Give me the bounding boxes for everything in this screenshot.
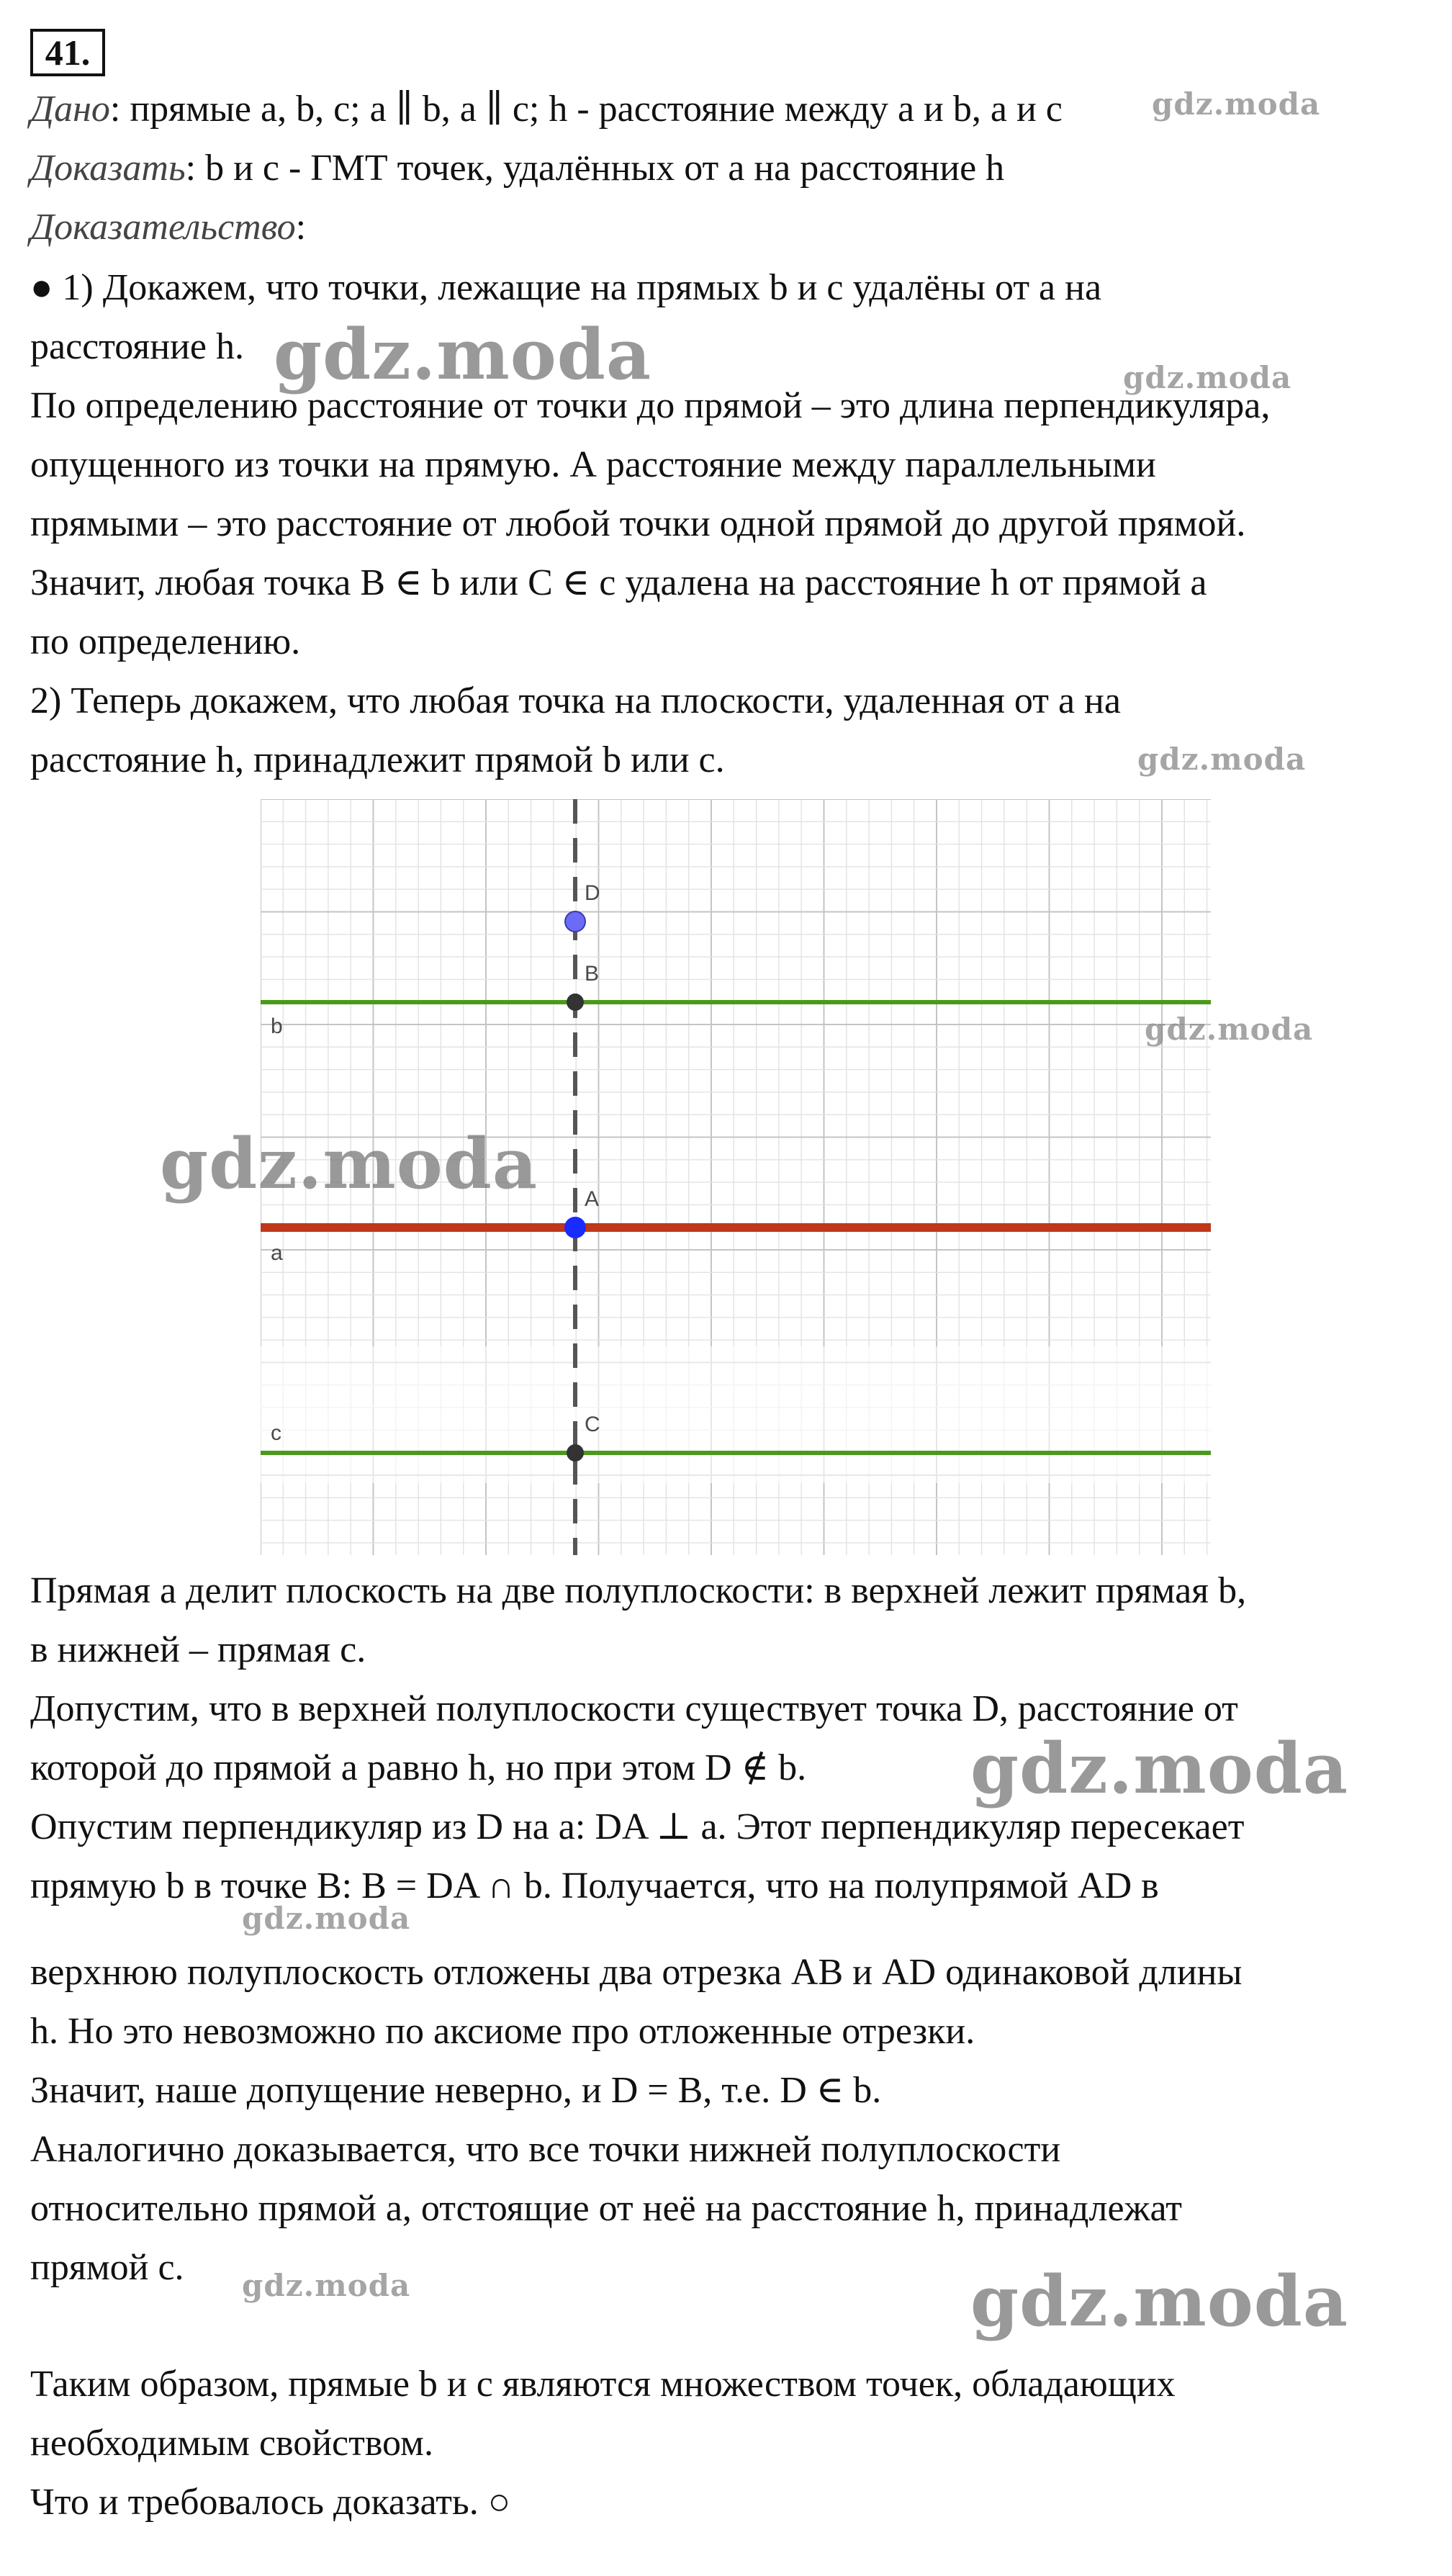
text-line: прямую b в точке B: B = DA ∩ b. Получается, что на полупрямой AD в — [30, 1865, 1159, 1906]
text-line: Таким образом, прямые b и c являются множеством точек, обладающих — [30, 2364, 1176, 2405]
watermark: gdz.moda — [970, 1728, 1349, 1809]
text-line: По определению расстояние от точки до прямой – это длина перпендикуляра, — [30, 385, 1271, 426]
text-line: ● 1) Докажем, что точки, лежащие на прямых b и c удалёны от a на — [30, 267, 1102, 308]
point-B — [567, 994, 584, 1011]
text-line: Значит, любая точка B ∈ b или C ∈ c удалена на расстояние h от прямой a — [30, 562, 1207, 603]
label-a: a — [271, 1241, 283, 1265]
given-label: Дано — [30, 89, 110, 130]
prove-text: : b и c - ГМТ точек, удалённых от a на расстояние h — [185, 148, 1005, 189]
text-line: опущенного из точки на прямую. А расстояние между параллельными — [30, 444, 1156, 485]
text-line: прямыми – это расстояние от любой точки одной прямой до другой прямой. — [30, 503, 1246, 544]
watermark: gdz.moda — [1123, 360, 1292, 395]
watermark-band — [261, 1346, 1211, 1483]
label-C: C — [585, 1413, 600, 1436]
label-D: D — [585, 881, 600, 905]
point-C — [567, 1444, 584, 1462]
text-line: относительно прямой a, отстоящие от неё на расстояние h, принадлежат — [30, 2188, 1182, 2229]
label-c: c — [271, 1421, 281, 1445]
text-line: необходимым свойством. — [30, 2423, 433, 2464]
given-text: : прямые a, b, c; a ∥ b, a ∥ c; h - расстояние между a и b, a и c — [109, 89, 1063, 130]
text-line: расстояние h, принадлежит прямой b или c. — [30, 739, 725, 780]
label-B: B — [585, 962, 600, 986]
text-line: расстояние h. — [30, 326, 244, 367]
text-line: Значит, наше допущение неверно, и D = B, т.е. D ∈ b. — [30, 2070, 882, 2111]
text-line: Что и требовалось доказать. ○ — [30, 2482, 511, 2523]
problem-number: 41. — [30, 29, 105, 76]
text-line: верхнюю полуплоскость отложены два отрезка AB и AD одинаковой длины — [30, 1952, 1243, 1993]
watermark: gdz.moda — [1137, 742, 1307, 777]
watermark: gdz.moda — [274, 314, 652, 395]
proof-colon: : — [295, 207, 307, 248]
text-line: h. Но это невозможно по аксиоме про отложенные отрезки. — [30, 2011, 975, 2052]
watermark: gdz.moda — [1152, 86, 1321, 122]
text-line: которой до прямой a равно h, но при этом D ∉ b. — [30, 1747, 807, 1788]
watermark: gdz.moda — [242, 1901, 411, 1936]
point-D — [565, 911, 585, 932]
prove-label: Доказать — [30, 148, 186, 189]
label-b: b — [271, 1014, 283, 1038]
point-A — [564, 1217, 586, 1238]
label-A: A — [585, 1187, 600, 1211]
watermark: gdz.moda — [242, 2268, 411, 2303]
given-line — [30, 88, 1063, 131]
watermark: gdz.moda — [160, 1123, 538, 1204]
watermark: gdz.moda — [970, 2261, 1349, 2342]
text-line: Аналогично доказывается, что все точки нижней полуплоскости — [30, 2129, 1061, 2170]
text-line: Опустим перпендикуляр из D на a: DA ⊥ a. Этот перпендикуляр пересекает — [30, 1806, 1245, 1847]
text-line: по определению. — [30, 621, 301, 662]
prove-line — [30, 147, 1004, 190]
text-line: 2) Теперь докажем, что любая точка на плоскости, удаленная от a на — [30, 680, 1121, 721]
proof-label: Доказательство — [30, 207, 296, 248]
text-line: в нижней – прямая c. — [30, 1629, 366, 1670]
text-line: Прямая a делит плоскость на две полуплоскости: в верхней лежит прямая b, — [30, 1570, 1247, 1611]
text-line: прямой c. — [30, 2247, 184, 2288]
text-line: Допустим, что в верхней полуплоскости существует точка D, расстояние от — [30, 1688, 1238, 1729]
watermark: gdz.moda — [1145, 1012, 1314, 1047]
proof-heading — [30, 206, 306, 249]
